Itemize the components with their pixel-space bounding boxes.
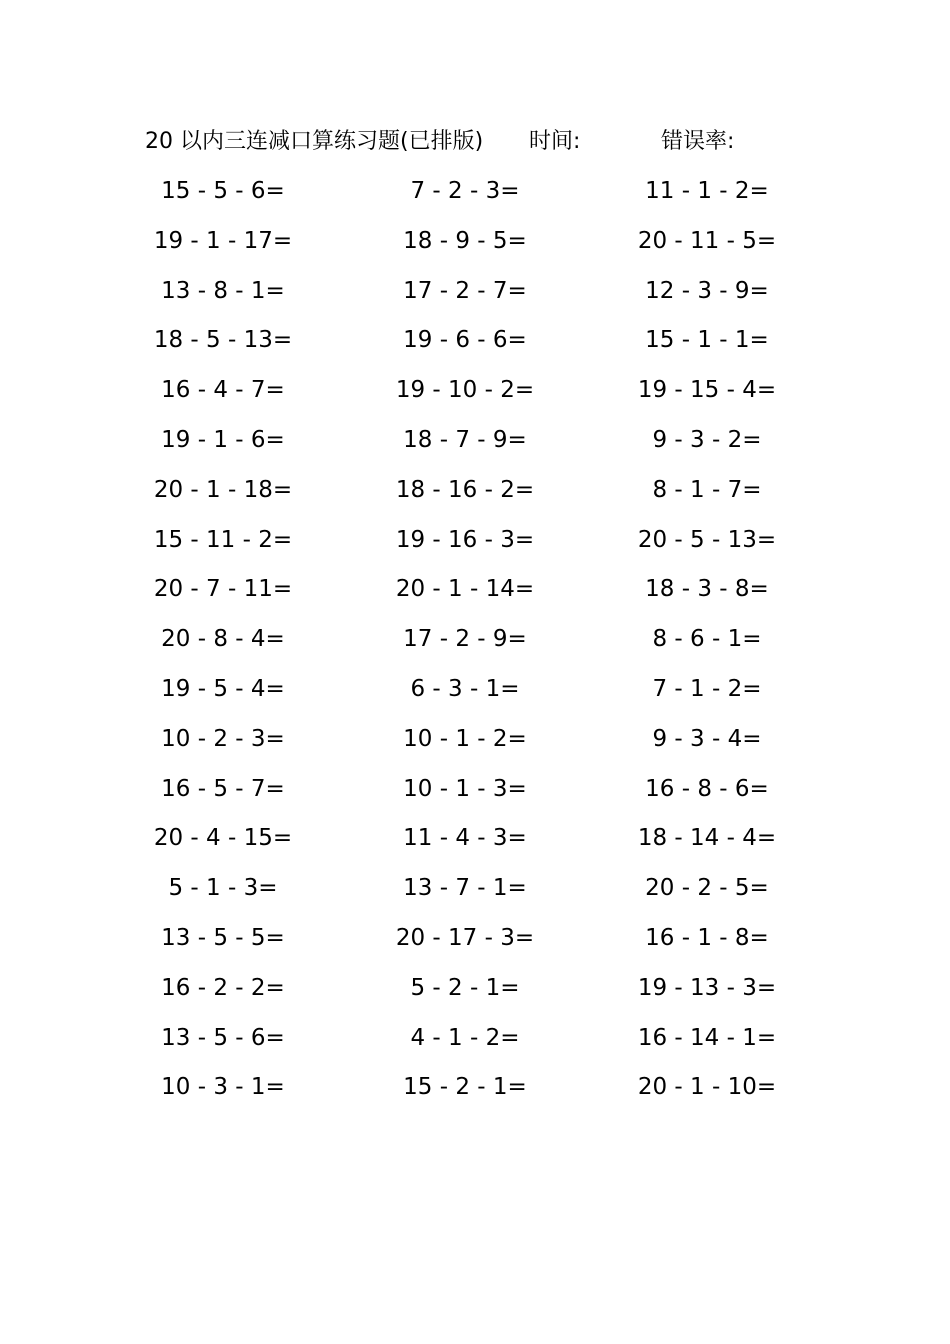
problem-item: 18 - 7 - 9= <box>403 426 527 453</box>
problem-item: 15 - 1 - 1= <box>645 327 769 354</box>
problem-item: 15 - 11 - 2= <box>153 526 293 553</box>
problem-item: 9 - 3 - 2= <box>652 426 762 453</box>
problem-item: 8 - 6 - 1= <box>652 626 762 653</box>
problem-item: 13 - 7 - 1= <box>403 875 527 902</box>
time-label: 时间: <box>529 129 581 154</box>
problem-item: 16 - 5 - 7= <box>161 775 285 802</box>
problem-item: 18 - 5 - 13= <box>153 327 293 354</box>
problem-item: 17 - 2 - 7= <box>403 277 527 304</box>
problem-row <box>0 867 950 917</box>
problem-item: 19 - 6 - 6= <box>403 327 527 354</box>
problem-item: 20 - 8 - 4= <box>161 626 285 653</box>
problem-item: 5 - 2 - 1= <box>410 974 520 1001</box>
problem-item: 15 - 5 - 6= <box>161 178 285 204</box>
problem-row <box>0 369 950 419</box>
worksheet-title: 20 以内三连减口算练习题(已排版) <box>145 129 484 154</box>
problem-item: 10 - 2 - 3= <box>161 725 285 752</box>
problem-item: 7 - 1 - 2= <box>652 675 762 702</box>
problem-item: 9 - 3 - 4= <box>652 725 762 752</box>
problem-item: 20 - 7 - 11= <box>153 576 293 603</box>
problem-item: 10 - 1 - 3= <box>403 775 527 802</box>
problem-item: 20 - 1 - 14= <box>395 576 535 603</box>
problem-item: 16 - 8 - 6= <box>645 775 769 802</box>
problem-item: 18 - 14 - 4= <box>637 825 777 852</box>
problem-row <box>0 967 950 1017</box>
problem-item: 18 - 3 - 8= <box>645 576 769 603</box>
problem-row <box>0 718 950 768</box>
problem-item: 7 - 2 - 3= <box>410 178 520 204</box>
problem-row <box>0 170 950 220</box>
problem-item: 19 - 16 - 3= <box>395 526 535 553</box>
problem-item: 19 - 10 - 2= <box>395 377 535 404</box>
problem-item: 13 - 8 - 1= <box>161 277 285 304</box>
problem-row <box>0 419 950 469</box>
problem-row <box>0 1066 950 1116</box>
error-rate-label: 错误率: <box>661 129 735 154</box>
problem-row <box>0 469 950 519</box>
problem-item: 13 - 5 - 6= <box>161 1024 285 1051</box>
problem-row <box>0 917 950 967</box>
problem-item: 20 - 17 - 3= <box>395 924 535 951</box>
problem-item: 15 - 2 - 1= <box>403 1074 527 1101</box>
problem-item: 20 - 4 - 15= <box>153 825 293 852</box>
problem-item: 20 - 2 - 5= <box>645 875 769 902</box>
problem-row <box>0 768 950 818</box>
problem-row <box>0 618 950 668</box>
problem-row <box>0 817 950 867</box>
problem-item: 17 - 2 - 9= <box>403 626 527 653</box>
problem-item: 16 - 2 - 2= <box>161 974 285 1001</box>
problem-item: 11 - 4 - 3= <box>403 825 527 852</box>
problem-grid <box>0 170 950 1116</box>
problem-item: 20 - 1 - 18= <box>153 476 293 503</box>
problem-item: 8 - 1 - 7= <box>652 476 762 503</box>
problem-item: 18 - 16 - 2= <box>395 476 535 503</box>
problem-item: 19 - 1 - 6= <box>161 426 285 453</box>
problem-item: 19 - 15 - 4= <box>637 377 777 404</box>
problem-item: 16 - 14 - 1= <box>637 1024 777 1051</box>
problem-item: 13 - 5 - 5= <box>161 924 285 951</box>
problem-row <box>0 568 950 618</box>
problem-item: 10 - 3 - 1= <box>161 1074 285 1101</box>
problem-row <box>0 319 950 369</box>
problem-item: 19 - 5 - 4= <box>161 675 285 702</box>
problem-item: 12 - 3 - 9= <box>645 277 769 304</box>
problem-item: 20 - 1 - 10= <box>637 1074 777 1101</box>
problem-item: 10 - 1 - 2= <box>403 725 527 752</box>
problem-row <box>0 270 950 320</box>
problem-item: 20 - 5 - 13= <box>637 526 777 553</box>
problem-item: 6 - 3 - 1= <box>410 675 520 702</box>
problem-item: 11 - 1 - 2= <box>645 178 769 204</box>
problem-item: 20 - 11 - 5= <box>637 227 777 254</box>
problem-row <box>0 220 950 270</box>
problem-row <box>0 1017 950 1067</box>
problem-item: 5 - 1 - 3= <box>168 875 278 902</box>
problem-row <box>0 519 950 569</box>
problem-item: 19 - 13 - 3= <box>637 974 777 1001</box>
problem-item: 19 - 1 - 17= <box>153 227 293 254</box>
problem-item: 4 - 1 - 2= <box>410 1024 520 1051</box>
problem-item: 18 - 9 - 5= <box>403 227 527 254</box>
problem-row <box>0 668 950 718</box>
problem-item: 16 - 1 - 8= <box>645 924 769 951</box>
problem-item: 16 - 4 - 7= <box>161 377 285 404</box>
